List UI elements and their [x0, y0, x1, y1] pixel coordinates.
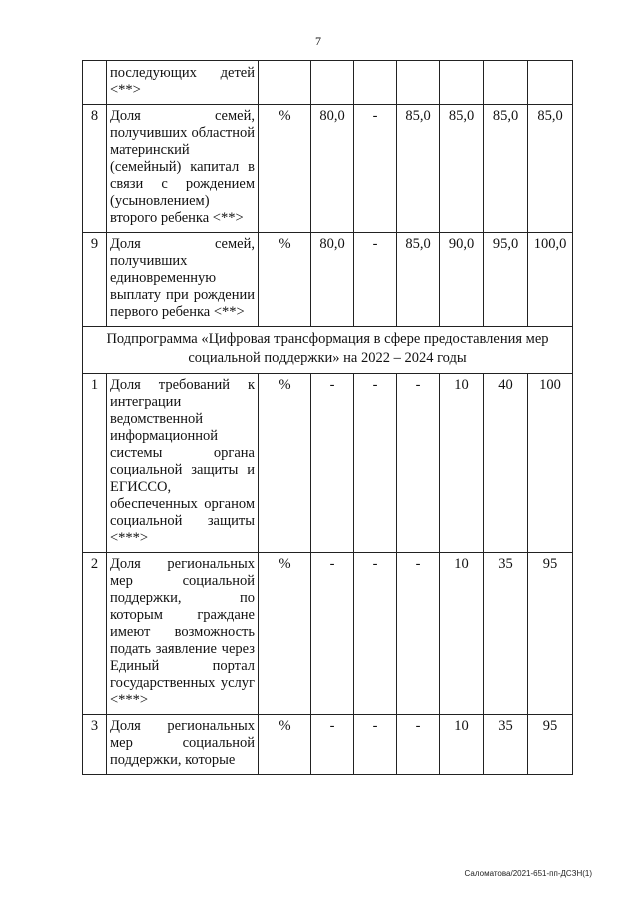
- value-cell: 80,0: [311, 105, 354, 233]
- value-cell: -: [397, 715, 440, 775]
- section-row: [83, 327, 573, 374]
- table-row: [83, 553, 573, 715]
- indicator-name: Доля семей, получивших областной материнский (семейный) капитал в связи с рождением (усыновлением) второго ребенка <**>: [107, 105, 259, 233]
- value-cell: -: [354, 553, 397, 715]
- document-footer: Саломатова/2021-651-пп-ДСЗН(1): [464, 869, 592, 878]
- value-cell: 80,0: [311, 233, 354, 327]
- value-cell: 85,0: [528, 105, 573, 233]
- value-cell: [484, 61, 528, 105]
- value-cell: 90,0: [440, 233, 484, 327]
- unit-cell: %: [259, 553, 311, 715]
- value-cell: 85,0: [484, 105, 528, 233]
- unit-cell: %: [259, 374, 311, 553]
- indicators-table: [82, 60, 573, 775]
- value-cell: [528, 61, 573, 105]
- unit-cell: [259, 61, 311, 105]
- value-cell: 40: [484, 374, 528, 553]
- value-cell: 10: [440, 553, 484, 715]
- value-cell: 85,0: [440, 105, 484, 233]
- value-cell: -: [354, 374, 397, 553]
- table-row: [83, 105, 573, 233]
- section-title: Подпрограмма «Цифровая трансформация в сфере предоставления мер социальной поддержки» на 2022 – 2024 годы: [83, 327, 573, 374]
- value-cell: 10: [440, 374, 484, 553]
- indicator-name: Доля семей, получивших единовременную выплату при рождении первого ребенка <**>: [107, 233, 259, 327]
- table-row: [83, 374, 573, 553]
- row-number: 8: [83, 105, 107, 233]
- value-cell: -: [397, 553, 440, 715]
- value-cell: [397, 61, 440, 105]
- indicator-name: Доля региональных мер социальной поддержки, по которым граждане имеют возможность подать заявление через Единый портал государственных услуг <***>: [107, 553, 259, 715]
- value-cell: 100,0: [528, 233, 573, 327]
- value-cell: 95: [528, 553, 573, 715]
- indicator-name: Доля региональных мер социальной поддержки, которые: [107, 715, 259, 775]
- table-row: [83, 233, 573, 327]
- rows-before: [83, 61, 573, 327]
- row-number: 9: [83, 233, 107, 327]
- table-row: [83, 61, 573, 105]
- unit-cell: %: [259, 715, 311, 775]
- value-cell: 95: [528, 715, 573, 775]
- indicator-name: последующих детей <**>: [107, 61, 259, 105]
- value-cell: 85,0: [397, 105, 440, 233]
- value-cell: 100: [528, 374, 573, 553]
- value-cell: 35: [484, 715, 528, 775]
- value-cell: 10: [440, 715, 484, 775]
- value-cell: 95,0: [484, 233, 528, 327]
- table-row: [83, 715, 573, 775]
- value-cell: -: [354, 105, 397, 233]
- value-cell: -: [354, 715, 397, 775]
- value-cell: -: [311, 715, 354, 775]
- unit-cell: %: [259, 105, 311, 233]
- value-cell: [354, 61, 397, 105]
- value-cell: -: [311, 374, 354, 553]
- indicator-name: Доля требований к интеграции ведомственной информационной системы органа социальной защиты и ЕГИССО, обеспеченных органом социальной защиты <***>: [107, 374, 259, 553]
- value-cell: 35: [484, 553, 528, 715]
- row-number: 3: [83, 715, 107, 775]
- value-cell: -: [397, 374, 440, 553]
- unit-cell: %: [259, 233, 311, 327]
- value-cell: -: [311, 553, 354, 715]
- row-number: [83, 61, 107, 105]
- page-number: 7: [315, 34, 321, 48]
- value-cell: 85,0: [397, 233, 440, 327]
- row-number: 2: [83, 553, 107, 715]
- row-number: 1: [83, 374, 107, 553]
- value-cell: [440, 61, 484, 105]
- rows-after: [83, 374, 573, 775]
- value-cell: -: [354, 233, 397, 327]
- value-cell: [311, 61, 354, 105]
